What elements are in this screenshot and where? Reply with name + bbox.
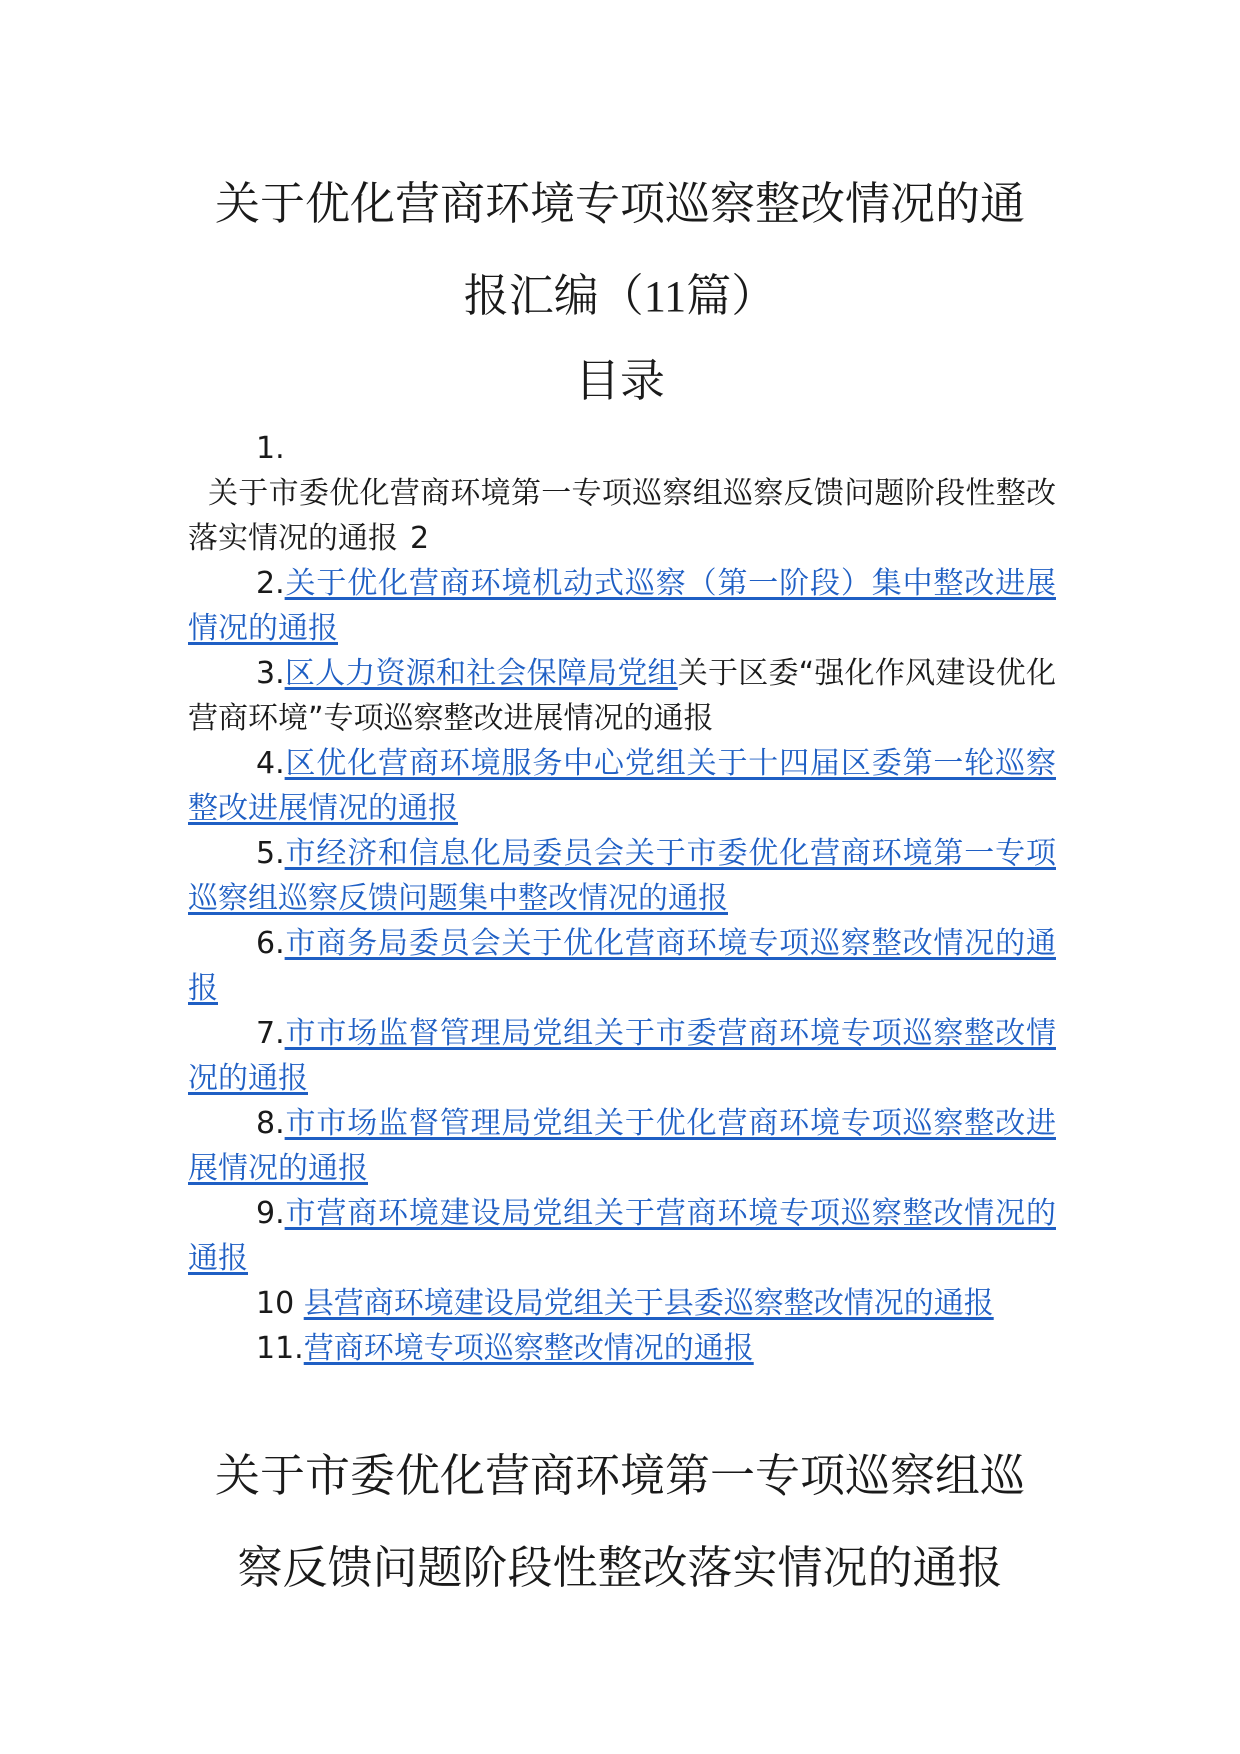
toc-item-number: 6. (256, 926, 285, 961)
toc-item-number: 10 (256, 1286, 304, 1321)
toc-item-number: 5. (256, 836, 285, 871)
section-title-line1: 关于市委优化营商环境第一专项巡察组巡 (214, 1449, 1025, 1502)
toc-link[interactable]: 市营商环境建设局党组关于营商环境专项巡察整改情况的通报 (188, 1196, 1056, 1276)
toc-item (188, 831, 1056, 921)
toc-link[interactable]: 市经济和信息化局委员会关于市委优化营商环境第一专项巡察组巡察反馈问题集中整改情况的通报 (188, 836, 1056, 916)
toc-item (188, 741, 1056, 831)
toc-item (188, 1191, 1056, 1281)
toc-item (188, 561, 1056, 651)
toc-link[interactable]: 关于优化营商环境机动式巡察（第一阶段）集中整改进展情况的通报 (188, 566, 1056, 646)
toc-page-number: 2 (410, 521, 430, 556)
toc-item-number: 9. (256, 1196, 285, 1231)
toc-link[interactable]: 区人力资源和社会保障局党组 (284, 656, 678, 691)
document-title-line2-suffix: 篇） (686, 269, 777, 322)
toc-item (188, 1011, 1056, 1101)
toc-link[interactable]: 市商务局委员会关于优化营商环境专项巡察整改情况的通报 (188, 926, 1056, 1006)
toc-heading: 目录 (574, 354, 665, 407)
document-title-line2-prefix: 报汇编（ (463, 269, 644, 322)
document-title (190, 158, 1050, 343)
toc-item (188, 651, 1056, 741)
toc-item-number: 7. (256, 1016, 285, 1051)
toc-item-number: 4. (256, 746, 285, 781)
toc-link[interactable]: 市市场监督管理局党组关于优化营商环境专项巡察整改进展情况的通报 (188, 1106, 1056, 1186)
toc-item (188, 921, 1056, 1011)
document-title-line1: 关于优化营商环境专项巡察整改情况的通 (214, 177, 1025, 230)
toc-item-number: 11. (256, 1331, 304, 1366)
toc-item-number: 8. (256, 1106, 285, 1141)
section-title (190, 1430, 1050, 1614)
toc-link[interactable]: 县营商环境建设局党组关于县委巡察整改情况的通报 (303, 1286, 994, 1321)
toc-item-number: 2. (256, 566, 285, 601)
toc-item-text: 关于市委优化营商环境第一专项巡察组巡察反馈问题阶段性整改落实情况的通报 (188, 476, 1056, 556)
table-of-contents (188, 426, 1056, 1371)
toc-item-number: 3. (256, 656, 285, 691)
toc-item-number: 1. (256, 431, 285, 466)
toc-item (188, 1281, 1056, 1326)
toc-link[interactable]: 市市场监督管理局党组关于市委营商环境专项巡察整改情况的通报 (188, 1016, 1056, 1096)
toc-link[interactable]: 区优化营商环境服务中心党组关于十四届区委第一轮巡察整改进展情况的通报 (188, 746, 1056, 826)
document-title-count: 11 (643, 272, 687, 321)
toc-item (188, 1101, 1056, 1191)
toc-item-text: 关于区委“强化作风建设优化营商环境”专项巡察整改进展情况的通报 (188, 656, 1056, 736)
section-title-line2: 察反馈问题阶段性整改落实情况的通报 (237, 1541, 1003, 1594)
toc-link[interactable]: 营商环境专项巡察整改情况的通报 (303, 1331, 754, 1366)
toc-item (188, 1326, 1056, 1371)
toc-item (188, 426, 1056, 561)
